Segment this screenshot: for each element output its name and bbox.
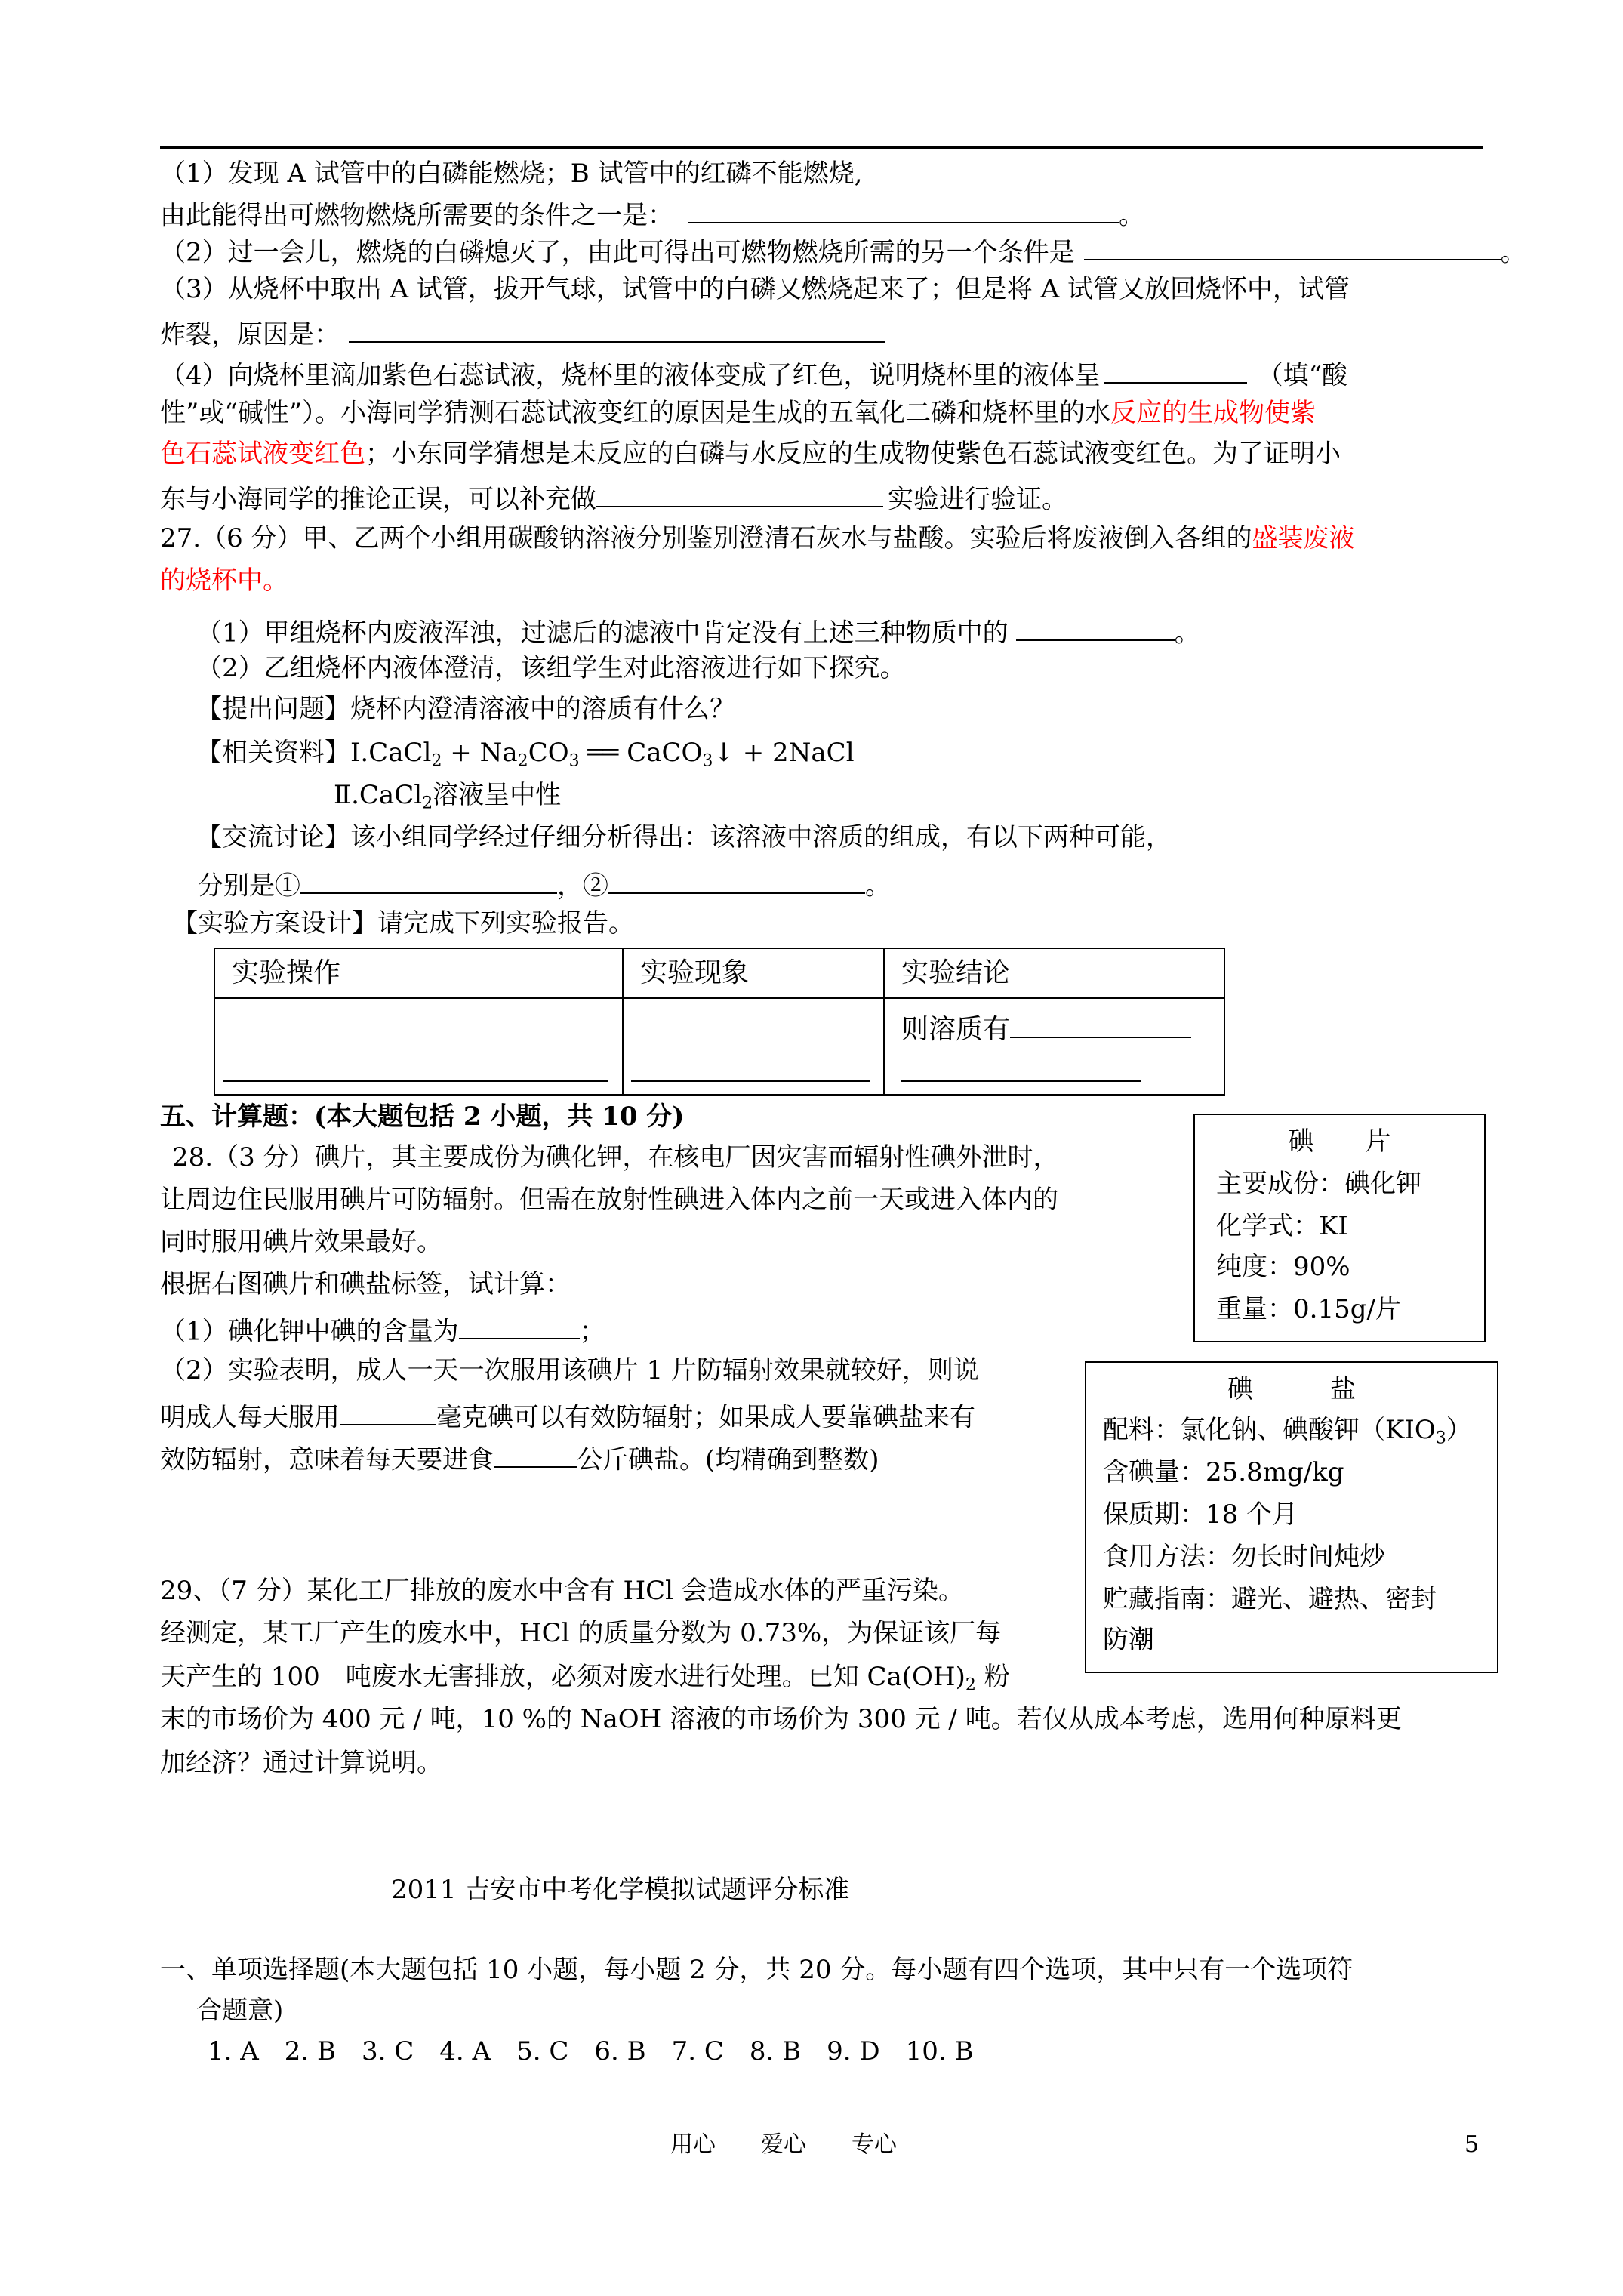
- q28-sub2-line-b: 明成人每天服用 毫克碘可以有效防辐射；如果成人要靠碘盐来有: [160, 1400, 975, 1430]
- label-line: 含碘量：25.8mg/kg: [1103, 1457, 1344, 1487]
- answer-blank[interactable]: [608, 868, 865, 894]
- iodine-tablet-label: [1193, 1114, 1486, 1342]
- q26-part4-line-b: 性”或“碱性”）。小海同学猜测石蕊试液变红的原因是生成的五氧化二磷和烧杯里的水反应的生成物使紫: [160, 398, 1317, 428]
- q29-line-3: 天产生的 100 吨废水无害排放，必须对废水进行处理。已知 $Ca(OH)_2$ 粉: [160, 1662, 1010, 1695]
- q28-line-3: 同时服用碘片效果最好。: [160, 1227, 442, 1257]
- answer-key-section1-a: 一、单项选择题(本大题包括 10 小题，每小题 2 分，共 20 分。每小题有四个选项，其中只有一个选项符: [160, 1955, 1354, 1985]
- label-line: 食用方法：勿长时间炖炒: [1103, 1542, 1385, 1572]
- table-header-phenomenon: 实验现象: [623, 948, 884, 998]
- answer-blank[interactable]: [494, 1442, 577, 1468]
- table-header-operation: 实验操作: [214, 948, 623, 998]
- label-line: 配料：氯化钠、碘酸钾$(KIO_3)$: [1103, 1415, 1472, 1448]
- answer-blank[interactable]: [1010, 1011, 1191, 1038]
- q29-line-1: 29、（7 分）某化工厂排放的废水中含有 HCl 会造成水体的严重污染。: [160, 1576, 964, 1606]
- label-title: 碘 片: [1288, 1126, 1391, 1157]
- q27-possible: 分别是① ，② 。: [198, 868, 891, 898]
- answer-blank[interactable]: [596, 482, 883, 507]
- q28-line-4: 根据右图碘片和碘盐标签，试计算：: [160, 1269, 571, 1299]
- q26-part3-line-a: （3）从烧杯中取出 A 试管，拔开气球，试管中的白磷又燃烧起来了；但是将 A 试管又放回烧怀中，试管: [160, 274, 1350, 304]
- q27-info-2: Ⅱ.CaCl$_2$溶液呈中性: [334, 780, 562, 813]
- q29-line-4: 末的市场价为 400 元 / 吨，10 %的 NaOH 溶液的市场价为 300 元 / 吨。若仅从成本考虑，选用何种原料更: [160, 1704, 1402, 1734]
- q27-discuss: 【交流讨论】该小组同学经过仔细分析得出：该溶液中溶质的组成，有以下两种可能，: [196, 822, 1172, 852]
- answer-blank[interactable]: [340, 1400, 436, 1425]
- answer-blank[interactable]: [459, 1314, 580, 1339]
- table-cell-phenomenon[interactable]: [623, 998, 884, 1095]
- label-line: 保质期：18 个月: [1103, 1499, 1298, 1530]
- label-line: 主要成份：碘化钾: [1216, 1169, 1421, 1199]
- q26-part4-line-a: （4）向烧杯里滴加紫色石蕊试液，烧杯里的液体变成了红色，说明烧杯里的液体呈 （填“酸: [160, 358, 1347, 388]
- header-rule: [160, 146, 1483, 149]
- page-number: 5: [1464, 2131, 1480, 2158]
- q27-sub2: （2）乙组烧杯内液体澄清，该组学生对此溶液进行如下探究。: [196, 653, 906, 683]
- answer-key-choices: 1. A 2. B 3. C 4. A 5. C 6. B 7. C 8. B 9. D 10. B: [208, 2036, 974, 2066]
- label-line: 防潮: [1103, 1625, 1154, 1655]
- q28-sub2-line-c: 效防辐射，意味着每天要进食 公斤碘盐。(均精确到整数): [160, 1442, 879, 1472]
- q27-title-line-b: 的烧杯中。: [160, 566, 288, 596]
- footer-motto: 用心 爱心 专心: [670, 2131, 897, 2158]
- answer-blank[interactable]: [1104, 358, 1247, 384]
- q27-info-1: 【相关资料】Ⅰ.CaCl$_2$ + $Na_2CO_3$ ══ CaCO$_3$↓ + 2NaCl: [196, 738, 855, 771]
- answer-key-section1-b: 合题意): [196, 1996, 284, 2026]
- label-title: 碘 盐: [1227, 1374, 1356, 1404]
- answer-blank[interactable]: [1016, 615, 1175, 641]
- label-line: 重量：0.15g/片: [1216, 1294, 1401, 1324]
- q27-question: 【提出问题】烧杯内澄清溶液中的溶质有什么？: [196, 694, 735, 724]
- q29-line-2: 经测定，某工厂产生的废水中，HCl 的质量分数为 0.73%，为保证该厂每: [160, 1618, 1002, 1648]
- answer-blank[interactable]: [1084, 235, 1501, 260]
- label-line: 纯度：90%: [1216, 1252, 1350, 1282]
- q29-line-5: 加经济？通过计算说明。: [160, 1748, 442, 1778]
- table-cell-conclusion[interactable]: 则溶质有: [884, 998, 1224, 1095]
- iodized-salt-label: [1085, 1361, 1498, 1673]
- q28-line-2: 让周边住民服用碘片可防辐射。但需在放射性碘进入体内之前一天或进入体内的: [160, 1185, 1058, 1215]
- q26-part4-line-c: 色石蕊试液变红色；小东同学猜想是未反应的白磷与水反应的生成物使紫色石蕊试液变红色。为了证明小: [160, 439, 1341, 469]
- section5-title: 五、计算题：(本大题包括 2 小题，共 10 分): [160, 1102, 685, 1132]
- answer-key-title: 2011 吉安市中考化学模拟试题评分标准: [391, 1875, 850, 1905]
- experiment-report-table: [214, 948, 1225, 1096]
- q28-sub2-line-a: （2）实验表明，成人一天一次服用该碘片 1 片防辐射效果就较好，则说: [160, 1355, 979, 1385]
- label-line: 化学式：KI: [1216, 1211, 1348, 1241]
- q26-part1-line-a: （1）发现 A 试管中的白磷能燃烧；B 试管中的红磷不能燃烧,: [160, 159, 863, 189]
- table-header-conclusion: 实验结论: [884, 948, 1224, 998]
- answer-blank[interactable]: [901, 1055, 1141, 1082]
- q26-part1-line-b: 由此能得出可燃物燃烧所需要的条件之一是： 。: [160, 198, 1144, 228]
- q27-title-line-a: 27.（6 分）甲、乙两个小组用碳酸钠溶液分别鉴别澄清石灰水与盐酸。实验后将废液倒入各组的盛装废液: [160, 523, 1355, 553]
- q27-design: 【实验方案设计】请完成下列实验报告。: [172, 908, 634, 938]
- q28-sub1: （1）碘化钾中碘的含量为 ；: [160, 1314, 605, 1344]
- answer-blank[interactable]: [223, 1055, 608, 1082]
- answer-blank[interactable]: [688, 198, 1119, 223]
- q26-part2: （2）过一会儿，燃烧的白磷熄灭了，由此可得出可燃物燃烧所需的另一个条件是 。: [160, 235, 1526, 265]
- answer-blank[interactable]: [300, 868, 557, 894]
- table-cell-operation[interactable]: [214, 998, 623, 1095]
- q26-part4-line-d: 东与小海同学的推论正误，可以补充做 实验进行验证。: [160, 482, 1067, 512]
- answer-blank[interactable]: [349, 317, 885, 343]
- q26-part3-line-b: 炸裂，原因是：: [160, 317, 885, 347]
- q28-line-1: 28.（3 分）碘片，其主要成份为碘化钾，在核电厂因灾害而辐射性碘外泄时，: [172, 1142, 1059, 1173]
- answer-blank[interactable]: [631, 1055, 870, 1082]
- label-line: 贮藏指南：避光、避热、密封: [1103, 1584, 1437, 1614]
- q27-sub1: （1）甲组烧杯内废液浑浊，过滤后的滤液中肯定没有上述三种物质中的 。: [196, 615, 1200, 646]
